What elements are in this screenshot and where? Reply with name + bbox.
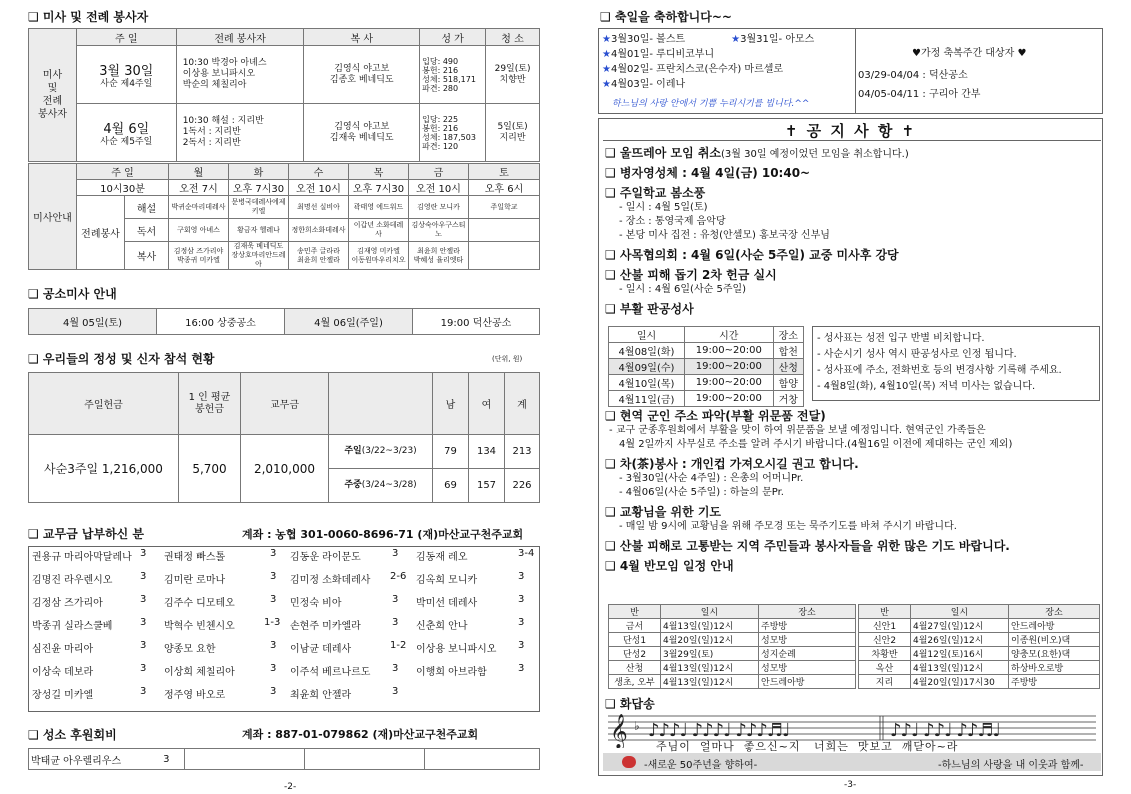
notice-pope-prayer: ❑ 교황님을 위한 기도: [605, 505, 722, 519]
ban-cell: 양충모(요한)댁: [1009, 647, 1100, 661]
psalm-title: ❑ 화답송: [605, 697, 655, 711]
support-title: ❑ 성소 후원회비: [28, 728, 117, 742]
ban-head: 장소: [1009, 605, 1100, 619]
role-label: 복사: [125, 242, 169, 270]
public-mass-table: [28, 308, 540, 335]
notice-fire-collection: ❑ 산불 피해 돕기 2차 헌금 실시: [605, 268, 777, 282]
birthday-row: ★4월01일- 루디비코부니: [602, 49, 715, 60]
dues-rows: [28, 548, 540, 709]
dues-row: 박종귀 실라스쿨베 3 박혁수 빈첸시오 1-3 손현주 미카엘라 3 신춘희 안나 3: [32, 617, 525, 632]
footer-right: -하느님의 사랑을 내 이웃과 함께-: [938, 760, 1084, 771]
page-number-right: -3-: [844, 780, 857, 790]
ban-cell: 4월26일(일)12시: [911, 633, 1009, 647]
notice-sick-communion: ❑ 병자영성체 : 4월 4일(금) 10:40~: [605, 166, 811, 180]
conf-cell: 19:00~20:00: [684, 375, 773, 391]
role-cell: 김재욱 베네딕도 장상호마리안드레아: [229, 242, 289, 270]
ban-cell: 주방방: [759, 619, 856, 633]
tea-line: - 4월06일(사순 5주일) : 하늘의 문Pr.: [619, 487, 784, 498]
ban-cell: 4월27일(일)12시: [911, 619, 1009, 633]
conf-cell: 19:00~20:00: [684, 391, 773, 407]
public-date: 4월 06일(주일): [285, 309, 413, 335]
role-cell: 황금자 헬레나: [229, 219, 289, 242]
col-sunday: 주 일: [76, 29, 176, 46]
ban-cell: 신안1: [859, 619, 911, 633]
role-cell: 이갑년 소화데레사: [349, 219, 409, 242]
ban-cell: 금서: [609, 619, 661, 633]
star-icon: ★: [602, 64, 611, 75]
ban-cell: 안드레아방: [1009, 619, 1100, 633]
tea-line: - 3월30일(사순 4주일) : 은총의 어머니Pr.: [619, 473, 804, 484]
notice-title: ✝ 공 지 사 항 ✝: [784, 122, 917, 140]
notice-tea: ❑ 차(茶)봉사 : 개인컵 가져오시길 권고 합니다.: [605, 457, 859, 471]
day-wed: 수: [289, 164, 349, 180]
week-choir: 입당: 225 봉헌: 216 성체: 187,503 파견: 120: [420, 104, 486, 162]
ban-head: 일시: [911, 605, 1009, 619]
ban-cell: 3월29일(토): [661, 647, 759, 661]
family-list: [858, 66, 980, 104]
ban-cell: 지리: [859, 675, 911, 689]
ban-cell: 단성1: [609, 633, 661, 647]
role-cell: 김영란 모니카: [409, 196, 469, 219]
notes-icon: ♪♪♪♩ ♪♪♪♩ ♪♪♪♬♩: [648, 720, 790, 741]
ban-cell: 성지순례: [759, 647, 856, 661]
ban-cell: 산청: [609, 661, 661, 675]
picnic-line: - 본당 미사 집전 : 유청(안셀모) 홍보국장 신부님: [619, 230, 830, 241]
weekly-mass-table: [28, 163, 540, 270]
conf-note: - 사순시기 성사 역시 판공성사로 인정 됩니다.: [817, 349, 1017, 360]
role-cell: [469, 242, 540, 270]
week-date: 4월 6일 사순 제5주일: [76, 104, 176, 162]
average-value: 5,700: [179, 435, 241, 503]
support-name: 박태균 아우렐리우스: [29, 749, 149, 770]
dues-head: 교무금: [241, 373, 329, 435]
notice-body: [605, 141, 909, 317]
role-cell: 송민주 글라라 최윤희 안젤라: [289, 242, 349, 270]
flat-icon: ♭: [634, 719, 640, 733]
conf-cell: 산청: [773, 359, 803, 375]
role-cell: [469, 219, 540, 242]
week-altar: 김영식 야고보 김종호 베네딕도: [304, 46, 420, 104]
ban-cell: 4월13일(일)12시: [661, 619, 759, 633]
birthday-row: ★4월03일- 이레나: [602, 79, 686, 90]
ban-cell: 생초, 오부: [609, 675, 661, 689]
ban-cell: 성모방: [759, 661, 856, 675]
ban-cell: 4월20일(일)12시: [661, 633, 759, 647]
ban-cell: 주방방: [1009, 675, 1100, 689]
birthday-list: [602, 32, 814, 92]
birthday-divider: [855, 28, 856, 114]
week-label: 미사안내: [29, 164, 77, 270]
ban-head: 장소: [759, 605, 856, 619]
support-account: 계좌 : 887-01-079862 (재)마산교구천주교회: [242, 728, 479, 741]
attend-label: 주중(3/24~3/28): [329, 469, 433, 503]
role-cell: 구회영 아녜스: [169, 219, 229, 242]
ban-cell: 차황반: [859, 647, 911, 661]
col-servers: 전례 봉사자: [176, 29, 304, 46]
notice-ultreya: ❑ 울뜨레아 모임 취소(3월 30일 예정이었던 모임을 취소합니다.): [605, 146, 909, 160]
footer-left: -새로운 50주년을 향하여-: [644, 760, 758, 771]
role-cell: 정한희소화데레사: [289, 219, 349, 242]
family-item: 04/05-04/11 : 구리아 간부: [858, 89, 981, 100]
cake-icon: [622, 756, 636, 768]
dues-row: 김정삼 즈가리아 3 김주수 디모테오 3 민정숙 비아 3 박미선 데레사 3: [32, 594, 525, 609]
ban-head: 반: [859, 605, 911, 619]
role-cell: 김상숙아우구스티노: [409, 219, 469, 242]
notice-soldiers: ❑ 현역 군인 주소 파악(부활 위문품 전달): [605, 409, 826, 423]
role-cell: 김재영 미카엘 이동원마우리치오: [349, 242, 409, 270]
offering-table: [28, 372, 540, 503]
conf-cell: 4월09일(수): [609, 359, 685, 375]
confession-table: [608, 326, 804, 407]
ban-cell: 4월20일(일)17시30: [911, 675, 1009, 689]
ban-cell: 4월13일(일)12시: [911, 661, 1009, 675]
support-table: [28, 748, 540, 770]
notice-ban-meeting: ❑ 4월 반모임 일정 안내: [605, 559, 734, 573]
role-cell: 곽태영 에드워드: [349, 196, 409, 219]
ban-cell: 옥산: [859, 661, 911, 675]
week-altar: 김영식 야고보 김재욱 베네딕도: [304, 104, 420, 162]
attend-female: 134: [469, 435, 505, 469]
picnic-line: - 일시 : 4월 5일(토): [619, 202, 708, 213]
week-date: 3월 30일 사순 제4주일: [76, 46, 176, 104]
notes-icon: ♪♪♩ ♪♪♩ ♪♪♬♩: [890, 720, 1000, 741]
conf-cell: 4월08일(화): [609, 343, 685, 359]
female-head: 여: [469, 373, 505, 435]
ban-cell: 이종원(비오)댁: [1009, 633, 1100, 647]
conf-note: - 4월8일(화), 4월10일(목) 저녁 미사는 없습니다.: [817, 381, 1036, 392]
time-cell: 오후 7시30: [349, 180, 409, 196]
conf-note: - 성사표에 주소, 전화번호 등의 변경사항 기록해 주세요.: [817, 365, 1062, 376]
star-icon: ★: [602, 34, 611, 45]
star-icon: ★: [602, 49, 611, 60]
conf-cell: 함양: [773, 375, 803, 391]
offering-head: 주일헌금: [29, 373, 179, 435]
day-mon: 월: [169, 164, 229, 180]
day-tue: 화: [229, 164, 289, 180]
attend-female: 157: [469, 469, 505, 503]
blank-head: [329, 373, 433, 435]
time-cell: 오전 7시: [169, 180, 229, 196]
time-cell: 오후 7시30: [229, 180, 289, 196]
attend-male: 69: [433, 469, 469, 503]
ban-head: 일시: [661, 605, 759, 619]
birthday-row: ★4월02일- 프란치스코(은수자) 마르셀로: [602, 64, 784, 75]
attend-label: 주일(3/22~3/23): [329, 435, 433, 469]
birthday-title: ❑ 축일을 축하합니다~~: [600, 10, 732, 24]
conf-cell: 거창: [773, 391, 803, 407]
notice-picnic: ❑ 주일학교 봄소풍: [605, 186, 706, 200]
mass-side-label: 미사 및 전례 봉사자: [29, 29, 77, 162]
star-icon: ★: [602, 79, 611, 90]
week-clean: 29일(토) 치향반: [486, 46, 540, 104]
picnic-line: - 장소 : 통영국제 음악당: [619, 216, 726, 227]
conf-cell: 19:00~20:00: [684, 343, 773, 359]
treble-clef-icon: 𝄞: [610, 714, 628, 748]
notice-council: ❑ 사목협의회 : 4월 6일(사순 5주일) 교중 미사후 강당: [605, 248, 899, 262]
day-sat: 토: [469, 164, 540, 180]
birthday-row: ★3월30일- 볼스트 ★3월31일- 아모스: [602, 34, 815, 45]
mass-servers-title: ❑ 미사 및 전례 봉사자: [28, 10, 149, 24]
public-date: 4월 05일(토): [29, 309, 157, 335]
ban-cell: 성모방: [759, 633, 856, 647]
psalm-lyrics: 주님이 얼마나 좋으신~지 너희는 맛보고 깨닫아~라: [656, 740, 959, 753]
dues-row: 이상숙 데보라 3 이상희 체칠리아 3 이주석 베르나르도 3 이행희 아브라함 3: [32, 663, 525, 678]
confession-notes: [812, 326, 1100, 401]
notice-confession: ❑ 부활 판공성사: [605, 302, 694, 316]
attend-total: 213: [505, 435, 540, 469]
role-cell: 최윤희 안젤라 박혜성 율리엣타: [409, 242, 469, 270]
conf-cell: 합천: [773, 343, 803, 359]
dues-row: 심진윤 마리아 3 양종모 요한 3 이남균 데레사 1-2 이상용 보니파시오 3: [32, 640, 525, 655]
family-item: 03/29-04/04 : 덕산공소: [858, 70, 968, 81]
ban-cell: 4월13일(일)12시: [661, 675, 759, 689]
dues-value: 2,010,000: [241, 435, 329, 503]
male-head: 남: [433, 373, 469, 435]
ban-cell: 신안2: [859, 633, 911, 647]
role-label: 해설: [125, 196, 169, 219]
conf-head: 장소: [773, 327, 803, 343]
ban-cell: 안드레아방: [759, 675, 856, 689]
col-clean: 청 소: [486, 29, 540, 46]
ban-table-left: [608, 604, 856, 689]
public-place: 19:00 덕산공소: [413, 309, 540, 335]
conf-cell: 4월11일(금): [609, 391, 685, 407]
role-cell: 문병국데레사에제키엘: [229, 196, 289, 219]
dues-row: 장성길 미카엘 3 정주영 바오로 3 최윤희 안젤라 3: [32, 686, 399, 701]
notice-body-2: [605, 404, 1012, 574]
ban-table-right: [858, 604, 1100, 689]
role-cell: 김정삼 즈가리야 박종귀 미카엘: [169, 242, 229, 270]
average-head: 1 인 평균 봉헌금: [179, 373, 241, 435]
attend-male: 79: [433, 435, 469, 469]
dues-row: 김명진 라우렌시오 3 김미란 로마나 3 김미정 소화데레사 2-6 김옥희 모니카 3: [32, 571, 525, 586]
col-choir: 성 가: [420, 29, 486, 46]
conf-head: 시간: [684, 327, 773, 343]
soldiers-line: 4월 2일까지 사무실로 주소를 알려 주시기 바랍니다.(4월16일 이전에 제대하는 군인 제외): [619, 439, 1013, 450]
time-cell: 오후 6시: [469, 180, 540, 196]
conf-cell: 4월10일(목): [609, 375, 685, 391]
liturgy-label: 전례봉사: [77, 196, 125, 270]
role-cell: 박귀순마리데레사: [169, 196, 229, 219]
week-servers: 10:30 박경아 아녜스 이상용 보니파시오 박순의 체칠리아: [176, 46, 304, 104]
ban-cell: 하상바오로방: [1009, 661, 1100, 675]
day-sun: 주 일: [77, 164, 169, 180]
dues-title: ❑ 교무금 납부하신 분: [28, 527, 145, 541]
fire-collection-date: - 일시 : 4월 6일(사순 5주일): [619, 284, 747, 295]
week-servers: 10:30 해설 : 지리반 1독서 : 지리반 2독서 : 지리반: [176, 104, 304, 162]
ban-cell: 4월12일(토)16시: [911, 647, 1009, 661]
ban-head: 반: [609, 605, 661, 619]
ban-cell: 단성2: [609, 647, 661, 661]
pope-prayer-line: - 매일 밤 9시에 교황님을 위해 주모경 또는 묵주기도를 바쳐 주시기 바랍니다.: [619, 521, 957, 532]
time-cell: 오전 10시: [289, 180, 349, 196]
conf-head: 일시: [609, 327, 685, 343]
time-cell: 10시30분: [77, 180, 169, 196]
week-choir: 입당: 490 봉헌: 216 성체: 518,171 파견: 280: [420, 46, 486, 104]
faith-unit: (단위, 원): [492, 355, 523, 363]
role-cell: 최명선 실비아: [289, 196, 349, 219]
offering-value: 사순3주일 1,216,000: [29, 435, 179, 503]
conf-note: - 성사표는 성전 입구 반별 비치합니다.: [817, 333, 985, 344]
faith-title: ❑ 우리들의 정성 및 신자 참석 현황: [28, 352, 215, 366]
attend-total: 226: [505, 469, 540, 503]
conf-cell: 19:00~20:00: [684, 359, 773, 375]
family-title: ♥가정 축복주간 대상자 ♥: [912, 48, 1027, 59]
public-mass-title: ❑ 공소미사 안내: [28, 287, 117, 301]
support-month: 3: [149, 749, 185, 770]
total-head: 계: [505, 373, 540, 435]
dues-account: 계좌 : 농협 301-0060-8696-71 (재)마산교구천주교회: [242, 528, 524, 541]
week-clean: 5일(토) 지리반: [486, 104, 540, 162]
day-fri: 금: [409, 164, 469, 180]
role-label: 독서: [125, 219, 169, 242]
star-icon: ★: [731, 34, 741, 45]
notice-fire-prayer: ❑ 산불 피해로 고통받는 지역 주민들과 봉사자들을 위한 많은 기도 바랍니다.: [605, 539, 1010, 553]
public-place: 16:00 상중공소: [157, 309, 285, 335]
mass-table: [28, 28, 540, 162]
col-altar: 복 사: [304, 29, 420, 46]
role-cell: 주일학교: [469, 196, 540, 219]
soldiers-line: - 교구 군종후원회에서 부활을 맞이 하여 위문품을 보낼 예정입니다. 현역군인 가족들은: [609, 425, 986, 436]
time-cell: 오전 10시: [409, 180, 469, 196]
ban-cell: 4월13일(일)12시: [661, 661, 759, 675]
day-thu: 목: [349, 164, 409, 180]
birthday-message: 하느님의 사랑 안에서 기쁨 누리시기를 빕니다.^^: [612, 99, 810, 109]
page-number-left: -2-: [284, 782, 297, 792]
dues-row: 권용규 마리아막달레나 3 권태정 빠스톨 3 김동운 라이문도 3 김동재 레오 3-4: [32, 548, 535, 563]
